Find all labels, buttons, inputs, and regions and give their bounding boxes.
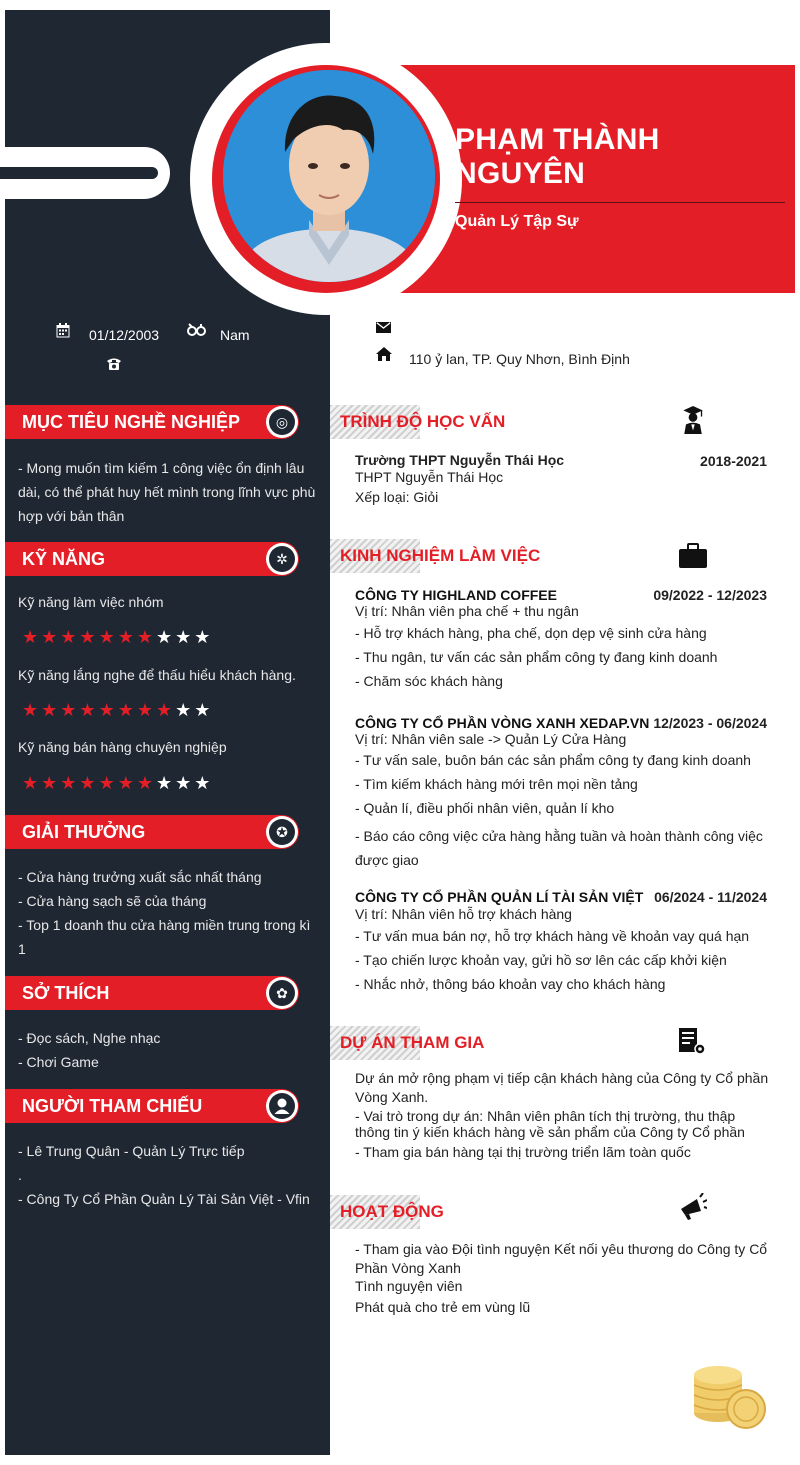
skills-title: KỸ NĂNG xyxy=(22,549,106,569)
hobby-item: - Chơi Game xyxy=(18,1054,99,1070)
award-icon: ✪ xyxy=(269,819,295,845)
award-item: - Cửa hàng sạch sẽ của tháng xyxy=(18,893,207,909)
star-empty-icon: ★ xyxy=(175,700,195,720)
star-filled-icon: ★ xyxy=(79,627,99,647)
job-position: Vị trí: Nhân viên pha chế + thu ngân xyxy=(355,603,579,619)
profile-photo xyxy=(223,70,435,282)
references-title: NGƯỜI THAM CHIẾU xyxy=(22,1096,203,1116)
job-dates: 06/2024 - 11/2024 xyxy=(654,889,767,905)
objective-header xyxy=(5,405,299,439)
star-filled-icon: ★ xyxy=(98,773,118,793)
user-icon xyxy=(269,1093,295,1119)
star-empty-icon: ★ xyxy=(175,773,195,793)
name-divider xyxy=(455,202,785,203)
star-filled-icon: ★ xyxy=(155,700,176,720)
star-filled-icon: ★ xyxy=(79,700,99,720)
job-position: Vị trí: Nhân viên sale -> Quản Lý Cửa Hàng xyxy=(355,731,627,747)
activity-line: - Tham gia vào Đội tình nguyện Kết nối yêu thương do Công ty Cổ Phần Vòng Xanh xyxy=(355,1241,768,1276)
award-item: - Cửa hàng trưởng xuất sắc nhất tháng xyxy=(18,869,262,885)
star-empty-icon: ★ xyxy=(155,773,176,793)
star-filled-icon: ★ xyxy=(79,773,99,793)
job-bullet: - Quản lí, điều phối nhân viên, quản lí kho xyxy=(355,800,615,816)
star-filled-icon: ★ xyxy=(117,627,137,647)
job-bullet: - Tư vấn mua bán nợ, hỗ trợ khách hàng về khoản vay quá hạn xyxy=(355,928,750,944)
job-bullet: - Tạo chiến lược khoản vay, gửi hồ sơ lên các cấp khởi kiện xyxy=(355,952,727,968)
star-filled-icon: ★ xyxy=(22,700,42,720)
star-empty-icon: ★ xyxy=(194,627,214,647)
objective-text: - Mong muốn tìm kiếm 1 công việc ổn định lâu dài, có thể phát huy hết mình trong lĩnh vực phù hợp với bản thân xyxy=(18,460,316,524)
skill-rating xyxy=(22,627,213,647)
star-empty-icon: ★ xyxy=(155,627,176,647)
job-company: CÔNG TY CỔ PHẦN VÒNG XANH XEDAP.VN xyxy=(355,715,650,731)
job-company: CÔNG TY CỔ PHẦN QUẢN LÍ TÀI SẢN VIỆT xyxy=(355,889,644,905)
target-icon: ◎ xyxy=(269,409,295,435)
school-name: Trường THPT Nguyễn Thái Học xyxy=(355,452,565,468)
star-filled-icon: ★ xyxy=(117,773,137,793)
reference-item: - Công Ty Cổ Phần Quản Lý Tài Sản Việt - Vfin xyxy=(18,1191,310,1207)
star-filled-icon: ★ xyxy=(60,700,80,720)
objective-title: MỤC TIÊU NGHỀ NGHIỆP xyxy=(22,412,241,432)
education-detail: THPT Nguyễn Thái Học xyxy=(355,469,504,485)
job-bullet: - Tư vấn sale, buôn bán các sản phẩm công ty đang kinh doanh xyxy=(355,752,751,768)
job-company: CÔNG TY HIGHLAND COFFEE xyxy=(355,587,557,603)
project-line: - Tham gia bán hàng tại thị trường triển lãm toàn quốc xyxy=(355,1144,691,1160)
address: 110 ỷ lan, TP. Quy Nhơn, Bình Định xyxy=(409,351,630,367)
star-filled-icon: ★ xyxy=(117,700,137,720)
job-bullet: - Tìm kiếm khách hàng mới trên mọi nền tảng xyxy=(355,776,638,792)
activity-line: Tình nguyện viên xyxy=(355,1278,463,1294)
job-bullet: - Nhắc nhở, thông báo khoản vay cho khách hàng xyxy=(355,976,666,992)
star-filled-icon: ★ xyxy=(41,700,61,720)
education-header xyxy=(330,405,690,439)
references-header xyxy=(5,1089,299,1123)
project-doc-icon xyxy=(679,1028,707,1056)
skill-label: Kỹ năng lắng nghe để thấu hiểu khách hàng. xyxy=(18,667,296,683)
phone-icon xyxy=(106,357,122,371)
skill-rating xyxy=(22,773,213,793)
star-empty-icon: ★ xyxy=(194,773,214,793)
gender: Nam xyxy=(220,327,250,343)
star-filled-icon: ★ xyxy=(98,700,118,720)
projects-header xyxy=(330,1026,690,1060)
education-grade: Xếp loại: Giỏi xyxy=(355,489,439,505)
star-filled-icon: ★ xyxy=(98,627,118,647)
job-bullet: - Báo cáo công việc cửa hàng hằng tuần và hoàn thành công việc được giao xyxy=(355,828,763,868)
header-accent-line xyxy=(0,167,158,179)
star-filled-icon: ★ xyxy=(136,700,156,720)
project-line: - Vai trò trong dự án: Nhân viên phân tích thị trường, thu thập thông tin ý kiến khách hàng về sản phẩm của Công ty Cổ phần xyxy=(355,1108,745,1140)
skills-icon: ✲ xyxy=(269,546,295,572)
activity-line: Phát quà cho trẻ em vùng lũ xyxy=(355,1299,531,1315)
job-bullet: - Thu ngân, tư vấn các sản phẩm công ty đang kinh doanh xyxy=(355,649,718,665)
reference-item: . xyxy=(18,1167,22,1183)
megaphone-icon xyxy=(679,1193,707,1221)
activities-header xyxy=(330,1195,690,1229)
job-bullet: - Hỗ trợ khách hàng, pha chế, dọn dẹp vệ sinh cửa hàng xyxy=(355,625,707,641)
full-name: PHẠM THÀNH NGUYÊN xyxy=(455,123,660,190)
job-title: Quản Lý Tập Sự xyxy=(455,213,579,230)
reference-item: - Lê Trung Quân - Quản Lý Trực tiếp xyxy=(18,1143,245,1159)
education-title: TRÌNH ĐỘ HỌC VẤN xyxy=(340,412,506,431)
job-position: Vị trí: Nhân viên hỗ trợ khách hàng xyxy=(355,906,572,922)
star-filled-icon: ★ xyxy=(60,627,80,647)
star-filled-icon: ★ xyxy=(60,773,80,793)
skill-label: Kỹ năng bán hàng chuyên nghiệp xyxy=(18,739,227,755)
star-empty-icon: ★ xyxy=(194,700,214,720)
hobby-item: - Đọc sách, Nghe nhạc xyxy=(18,1030,161,1046)
awards-header xyxy=(5,815,299,849)
education-years: 2018-2021 xyxy=(700,453,767,469)
calendar-icon xyxy=(56,323,70,338)
job-dates: 12/2023 - 06/2024 xyxy=(653,715,767,731)
skills-header xyxy=(5,542,299,576)
star-filled-icon: ★ xyxy=(136,627,156,647)
activities-title: HOẠT ĐỘNG xyxy=(340,1202,444,1221)
projects-title: DỰ ÁN THAM GIA xyxy=(340,1033,485,1052)
star-filled-icon: ★ xyxy=(136,773,156,793)
star-filled-icon: ★ xyxy=(22,627,42,647)
envelope-icon xyxy=(376,322,391,333)
coins-icon xyxy=(690,1355,768,1433)
gender-icon xyxy=(187,323,207,337)
birthdate: 01/12/2003 xyxy=(89,327,160,343)
job-bullet: - Chăm sóc khách hàng xyxy=(355,673,503,689)
experience-title: KINH NGHIỆM LÀM VIỆC xyxy=(340,546,541,565)
briefcase-icon xyxy=(679,542,707,570)
project-line: Dự án mở rộng phạm vị tiếp cận khách hàng của Công ty Cổ phần Vòng Xanh. xyxy=(355,1070,769,1105)
home-icon xyxy=(376,347,392,361)
star-empty-icon: ★ xyxy=(175,627,195,647)
graduate-icon xyxy=(679,406,707,434)
star-filled-icon: ★ xyxy=(41,773,61,793)
hobbies-title: SỞ THÍCH xyxy=(22,983,110,1003)
awards-title: GIẢI THƯỞNG xyxy=(22,822,146,842)
palette-icon: ✿ xyxy=(269,980,295,1006)
job-dates: 09/2022 - 12/2023 xyxy=(653,587,767,603)
skill-rating xyxy=(22,700,213,720)
star-filled-icon: ★ xyxy=(22,773,42,793)
experience-header xyxy=(330,539,690,573)
hobbies-header xyxy=(5,976,299,1010)
skill-label: Kỹ năng làm việc nhóm xyxy=(18,594,164,610)
award-item: - Top 1 doanh thu cửa hàng miền trung trong kì 1 xyxy=(18,917,311,957)
star-filled-icon: ★ xyxy=(41,627,61,647)
